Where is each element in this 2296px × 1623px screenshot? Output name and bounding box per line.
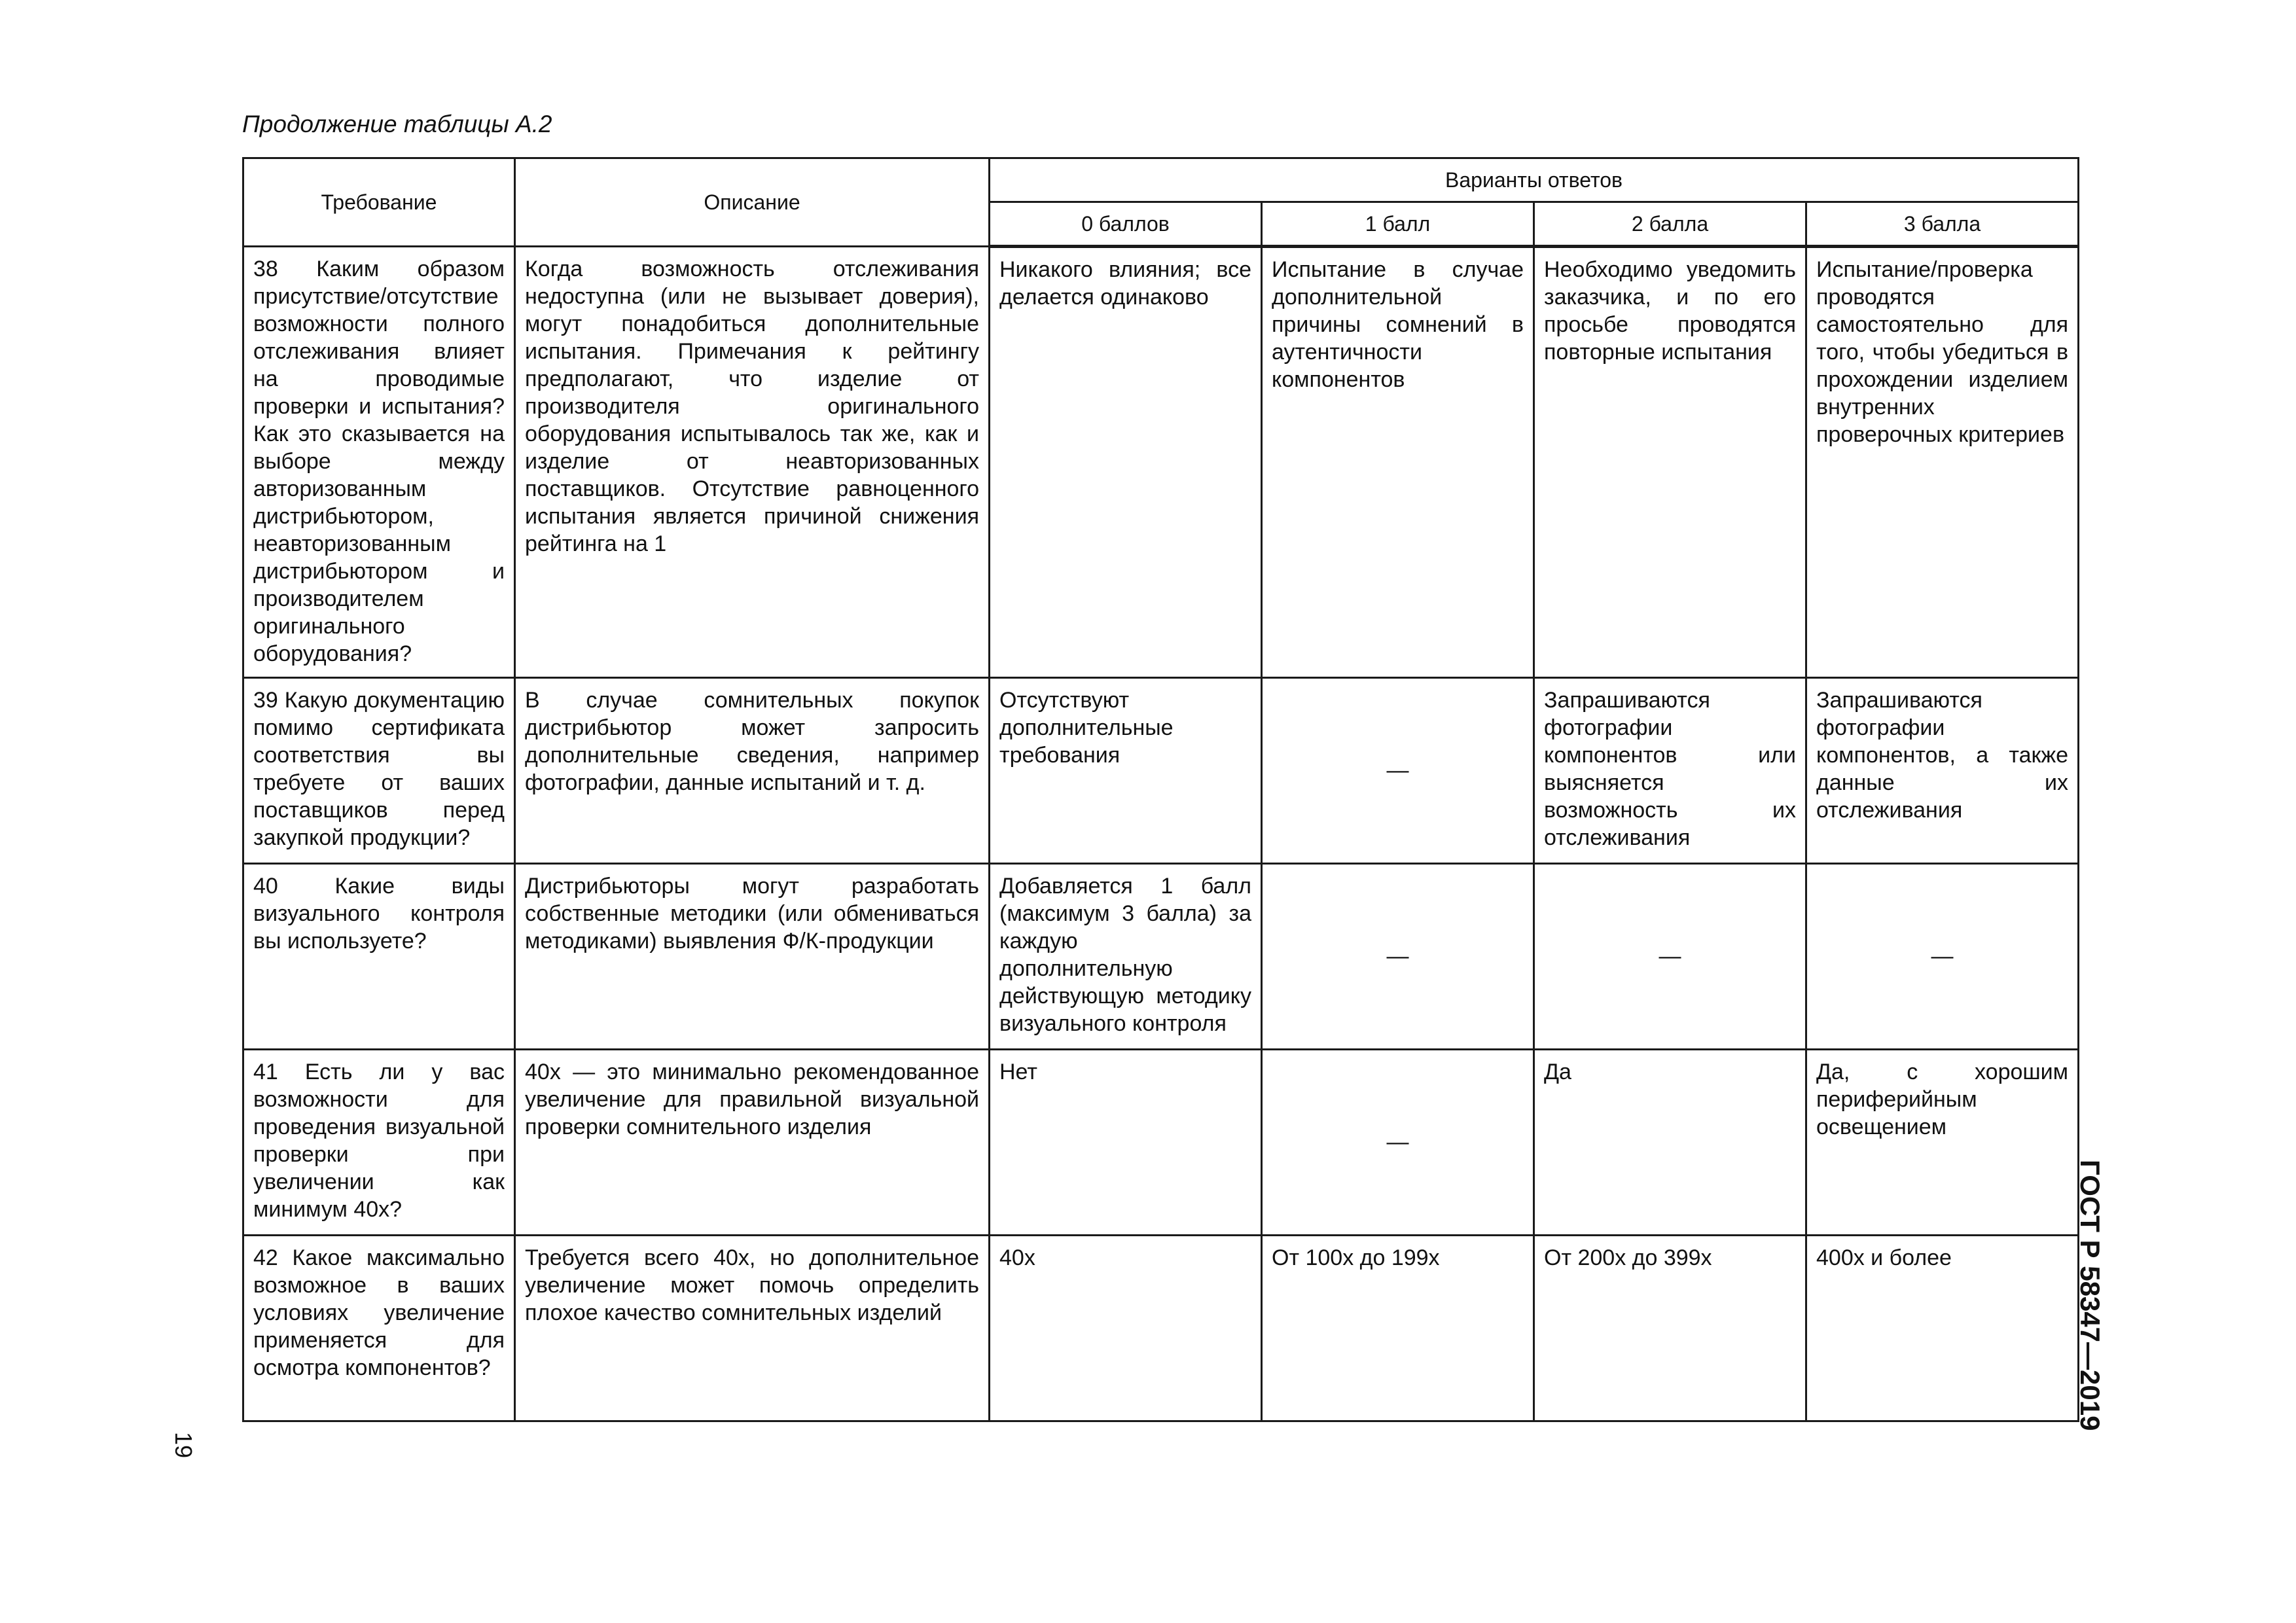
header-score-0: 0 баллов [990,202,1262,247]
cell-requirement: 38 Каким образом присутствие/отсутствие возможности полного отслеживания влияет на проводимые проверки и испытания? Как это сказывается на выборе между авторизованным дистрибьютором, неавторизованным дистрибьютором и производителем оригинального оборудования? [243,247,515,678]
header-requirement: Требование [243,158,515,247]
header-description: Описание [515,158,990,247]
table-row [243,1050,2079,1236]
cell-score-3: Да, с хорошим периферийным освещением [1806,1050,2079,1236]
cell-requirement: 42 Какое максимально возможное в ваших условиях увеличение применяется для осмотра компонентов? [243,1236,515,1421]
cell-score-0: Отсутствуют дополнительные требования [990,678,1262,864]
cell-score-0: 40х [990,1236,1262,1421]
cell-score-0: Никакого влияния; все делается одинаково [990,247,1262,678]
cell-score-3: 400х и более [1806,1236,2079,1421]
header-answer-options: Варианты ответов [990,158,2079,202]
cell-score-3: — [1806,864,2079,1050]
cell-requirement: 40 Какие виды визуального контроля вы используете? [243,864,515,1050]
cell-score-0: Добавляется 1 балл (максимум 3 балла) за каждую дополнительную действующую методику визуального контроля [990,864,1262,1050]
cell-score-3: Испытание/проверка проводятся самостоятельно для того, чтобы убедиться в прохождении изделием внутренних проверочных критериев [1806,247,2079,678]
cell-requirement: 41 Есть ли у вас возможности для проведения визуальной проверки при увеличении как минимум 40х? [243,1050,515,1236]
cell-score-1: От 100х до 199х [1262,1236,1534,1421]
page-number: 19 [170,1432,197,1459]
table-caption: Продолжение таблицы А.2 [242,111,552,137]
cell-description: 40х — это минимально рекомендованное увеличение для правильной визуальной проверки сомнительного изделия [515,1050,990,1236]
cell-score-2: Запрашиваются фотографии компонентов или выясняется возможность их отслеживания [1534,678,1806,864]
cell-score-0: Нет [990,1050,1262,1236]
requirements-table [242,157,2079,1422]
table-row [243,1236,2079,1421]
cell-score-2: — [1534,864,1806,1050]
table-row [243,678,2079,864]
standard-designation: ГОСТ Р 58347—2019 [2075,1160,2106,1431]
cell-description: Дистрибьюторы могут разработать собственные методики (или обмениваться методиками) выявления Ф/К-продукции [515,864,990,1050]
table-row [243,247,2079,678]
cell-score-1: Испытание в случае дополнительной причины сомнений в аутентичности компонентов [1262,247,1534,678]
cell-score-1: — [1262,1050,1534,1236]
cell-score-2: От 200х до 399х [1534,1236,1806,1421]
table-row [243,864,2079,1050]
cell-description: Требуется всего 40х, но дополнительное увеличение может помочь определить плохое качество сомнительных изделий [515,1236,990,1421]
header-score-1: 1 балл [1262,202,1534,247]
header-score-3: 3 балла [1806,202,2079,247]
cell-description: В случае сомнительных покупок дистрибьютор может запросить дополнительные сведения, например фотографии, данные испытаний и т. д. [515,678,990,864]
header-score-2: 2 балла [1534,202,1806,247]
cell-requirement: 39 Какую документацию помимо сертификата соответствия вы требуете от ваших поставщиков перед закупкой продукции? [243,678,515,864]
cell-score-1: — [1262,864,1534,1050]
cell-score-2: Необходимо уведомить заказчика, и по его просьбе проводятся повторные испытания [1534,247,1806,678]
cell-score-2: Да [1534,1050,1806,1236]
cell-score-1: — [1262,678,1534,864]
cell-description: Когда возможность отслеживания недоступна (или не вызывает доверия), могут понадобиться дополнительные испытания. Примечания к рейтингу предполагают, что изделие от производителя оригинального оборудования испытывалось так же, как и изделие от неавторизованных поставщиков. Отсутствие равноценного испытания является причиной снижения рейтинга на 1 [515,247,990,678]
cell-score-3: Запрашиваются фотографии компонентов, а также данные их отслеживания [1806,678,2079,864]
